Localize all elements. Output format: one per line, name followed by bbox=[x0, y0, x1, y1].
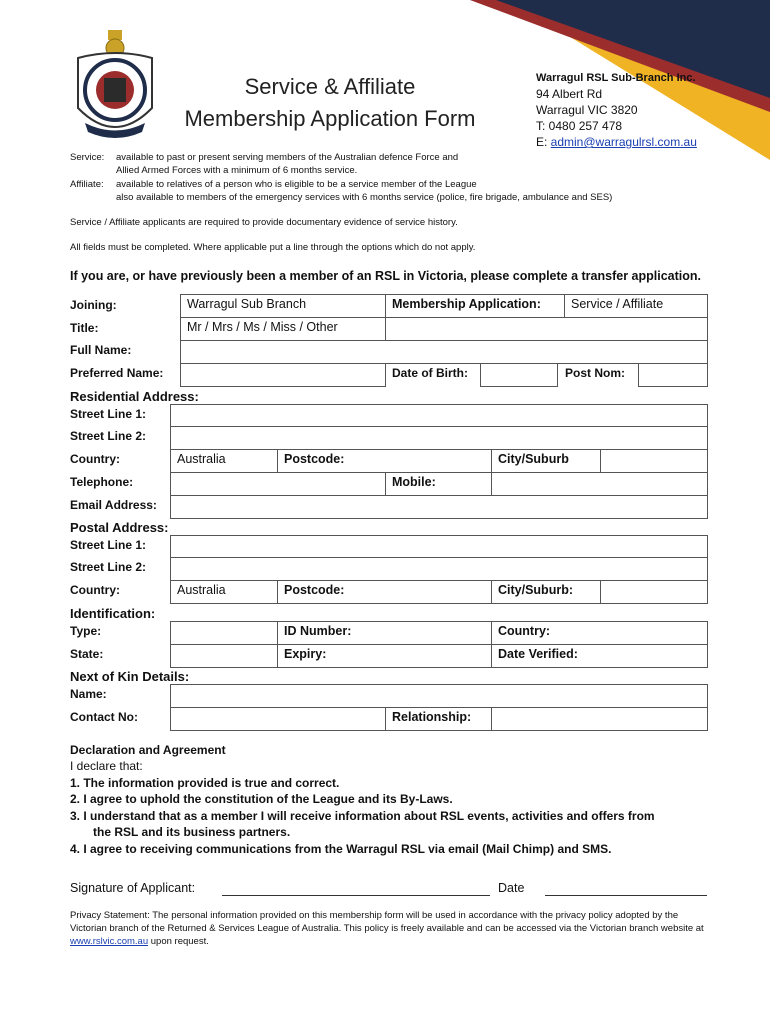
street1-label: Street Line 1: bbox=[70, 407, 147, 421]
declaration-item-3: 3. I understand that as a member I will receive information about RSL events, activities and offers from bbox=[70, 809, 655, 823]
date-verified-label: Date Verified: bbox=[491, 644, 708, 668]
rsl-badge-logo bbox=[70, 28, 160, 148]
rslvic-link[interactable]: www.rslvic.com.au bbox=[70, 936, 149, 947]
postal-country-field[interactable]: Australia bbox=[170, 580, 278, 604]
postal-city-label: City/Suburb: bbox=[491, 580, 601, 604]
email-field[interactable] bbox=[170, 495, 708, 519]
title-field[interactable]: Mr / Mrs / Ms / Miss / Other bbox=[180, 317, 386, 341]
declaration-item-3-cont: the RSL and its business partners. bbox=[93, 825, 291, 839]
fields-note: All fields must be completed. Where applicable put a line through the options which do not apply. bbox=[70, 242, 476, 253]
country-field[interactable]: Australia bbox=[170, 449, 278, 473]
id-type-field[interactable] bbox=[170, 621, 278, 645]
postal-city-field[interactable] bbox=[600, 580, 708, 604]
id-number-label: ID Number: bbox=[277, 621, 492, 645]
org-name: Warragul RSL Sub-Branch Inc. bbox=[536, 72, 696, 84]
kin-name-field[interactable] bbox=[170, 684, 708, 708]
postal-country-label: Country: bbox=[70, 583, 120, 597]
org-email-link[interactable]: admin@warragulrsl.com.au bbox=[550, 135, 697, 149]
postal-street1-field[interactable] bbox=[170, 535, 708, 559]
declaration-item-1: 1. The information provided is true and correct. bbox=[70, 776, 340, 790]
email-line: E: admin@warragulrsl.com.au bbox=[536, 135, 697, 149]
service-text-1: available to past or present serving members of the Australian defence Force and bbox=[116, 152, 459, 163]
title-extra-field[interactable] bbox=[385, 317, 708, 341]
dob-field[interactable] bbox=[480, 363, 558, 387]
id-type-label: Type: bbox=[70, 624, 102, 638]
dob-label: Date of Birth: bbox=[392, 366, 468, 380]
evidence-note: Service / Affiliate applicants are required to provide documentary evidence of service history. bbox=[70, 217, 458, 228]
country-label: Country: bbox=[70, 452, 120, 466]
privacy-statement: Privacy Statement: The personal information provided on this membership form will be used in accordance with the privacy policy adopted by the Victorian branch of the Returned & Services League of Australia. This policy is freely available and can be accessed via the Victorian branch website at www.rslvic.com.au upon request. bbox=[70, 910, 704, 947]
postal-street1-label: Street Line 1: bbox=[70, 538, 147, 552]
email-label: Email Address: bbox=[70, 498, 157, 512]
postal-heading: Postal Address: bbox=[70, 520, 169, 535]
post-nom-field[interactable] bbox=[638, 363, 708, 387]
street2-field[interactable] bbox=[170, 426, 708, 450]
residential-heading: Residential Address: bbox=[70, 389, 199, 404]
declaration-item-2: 2. I agree to uphold the constitution of the League and its By-Laws. bbox=[70, 792, 453, 806]
service-text-2: Allied Armed Forces with a minimum of 6 months service. bbox=[116, 165, 358, 176]
state-field[interactable] bbox=[170, 644, 278, 668]
transfer-note: If you are, or have previously been a member of an RSL in Victoria, please complete a transfer application. bbox=[70, 269, 701, 283]
kin-name-label: Name: bbox=[70, 687, 107, 701]
service-label: Service: bbox=[70, 152, 105, 163]
state-label: State: bbox=[70, 647, 104, 661]
date-line[interactable] bbox=[545, 895, 707, 896]
affiliate-label: Affiliate: bbox=[70, 179, 104, 190]
joining-field[interactable]: Warragul Sub Branch bbox=[180, 294, 386, 318]
postal-street2-label: Street Line 2: bbox=[70, 560, 147, 574]
full-name-field[interactable] bbox=[180, 340, 708, 364]
kin-contact-field[interactable] bbox=[170, 707, 386, 731]
affiliate-text-1: available to relatives of a person who is eligible to be a service member of the League bbox=[116, 179, 477, 190]
signature-line[interactable] bbox=[222, 895, 490, 896]
telephone-label: Telephone: bbox=[70, 475, 134, 489]
street1-field[interactable] bbox=[170, 404, 708, 428]
postcode-label: Postcode: bbox=[277, 449, 492, 473]
relationship-label: Relationship: bbox=[385, 707, 492, 731]
membership-label: Membership Application: bbox=[385, 294, 565, 318]
post-nom-label: Post Nom: bbox=[565, 366, 625, 380]
full-name-label: Full Name: bbox=[70, 343, 132, 357]
city-label: City/Suburb bbox=[491, 449, 601, 473]
declaration-item-4: 4. I agree to receiving communications from the Warragul RSL via email (Mail Chimp) and SMS. bbox=[70, 842, 612, 856]
postal-street2-field[interactable] bbox=[170, 557, 708, 581]
phone: T: 0480 257 478 bbox=[536, 119, 623, 133]
date-label: Date bbox=[498, 881, 525, 895]
identification-heading: Identification: bbox=[70, 606, 156, 621]
mobile-label: Mobile: bbox=[385, 472, 492, 496]
affiliate-text-2: also available to members of the emergency services with 6 months service (police, fire brigade, ambulance and SES) bbox=[116, 192, 613, 203]
org-address bbox=[536, 70, 697, 150]
city-field[interactable] bbox=[600, 449, 708, 473]
expiry-label: Expiry: bbox=[277, 644, 492, 668]
joining-label: Joining: bbox=[70, 298, 117, 312]
signature-label: Signature of Applicant: bbox=[70, 881, 196, 895]
street2-label: Street Line 2: bbox=[70, 429, 147, 443]
kin-contact-label: Contact No: bbox=[70, 710, 138, 724]
address-line2: Warragul VIC 3820 bbox=[536, 103, 638, 117]
postal-postcode-label: Postcode: bbox=[277, 580, 492, 604]
telephone-field[interactable] bbox=[170, 472, 386, 496]
preferred-name-field[interactable] bbox=[180, 363, 386, 387]
declaration-intro: I declare that: bbox=[70, 759, 143, 773]
form-title-line1: Service & Affiliate bbox=[244, 74, 416, 99]
id-country-label: Country: bbox=[491, 621, 708, 645]
preferred-name-label: Preferred Name: bbox=[70, 366, 164, 380]
declaration-heading: Declaration and Agreement bbox=[70, 743, 226, 757]
form-title-line2: Membership Application Form bbox=[184, 106, 476, 131]
membership-type-field[interactable]: Service / Affiliate bbox=[564, 294, 708, 318]
mobile-field[interactable] bbox=[491, 472, 708, 496]
title-label: Title: bbox=[70, 321, 99, 335]
relationship-field[interactable] bbox=[491, 707, 708, 731]
kin-heading: Next of Kin Details: bbox=[70, 669, 190, 684]
address-line1: 94 Albert Rd bbox=[536, 87, 603, 101]
